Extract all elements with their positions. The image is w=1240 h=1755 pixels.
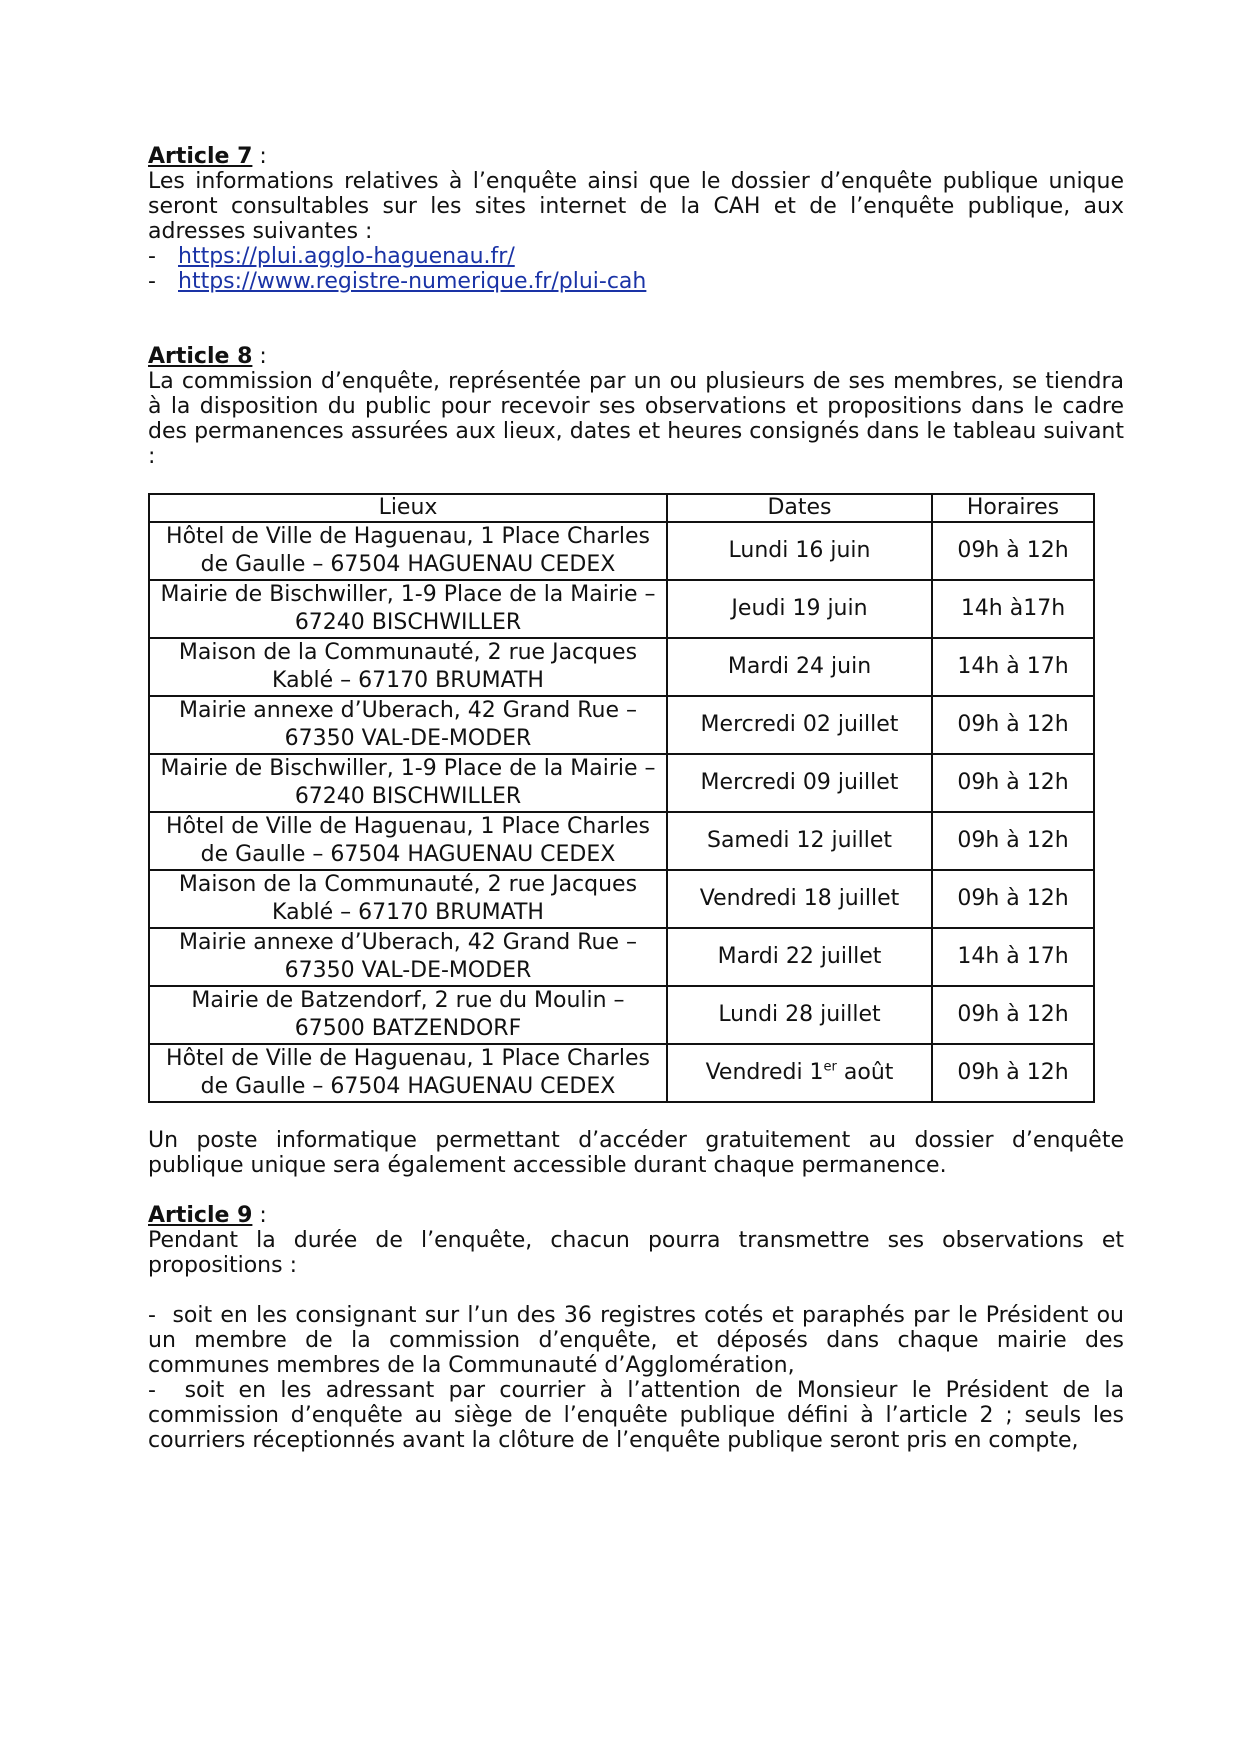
- cell-horaire: 14h à 17h: [932, 928, 1094, 986]
- cell-date: [667, 928, 932, 986]
- cell-lieu: Mairie annexe d’Uberach, 42 Grand Rue – 67350 VAL-DE-MODER: [149, 928, 667, 986]
- cell-lieu: Hôtel de Ville de Haguenau, 1 Place Charles de Gaulle – 67504 HAGUENAU CEDEX: [149, 1044, 667, 1102]
- permanences-table: [148, 493, 1095, 1103]
- header-dates: Dates: [667, 494, 932, 522]
- table-row: [149, 638, 1094, 696]
- document-page: [148, 144, 1124, 1453]
- link-row: [148, 244, 1124, 269]
- date-text: Vendredi 18 juillet: [699, 886, 900, 911]
- date-text: Samedi 12 juillet: [706, 828, 893, 853]
- table-row: [149, 522, 1094, 580]
- list-dash: -: [148, 269, 156, 294]
- article-8-title: Article 8: [148, 344, 253, 369]
- table-header-row: [149, 494, 1094, 522]
- link-row: [148, 269, 1124, 294]
- cell-horaire: 14h à17h: [932, 580, 1094, 638]
- date-text: Mercredi 09 juillet: [700, 770, 899, 795]
- list-dash: -: [148, 1378, 156, 1403]
- cell-lieu: Maison de la Communauté, 2 rue Jacques Kablé – 67170 BRUMATH: [149, 638, 667, 696]
- table-row: [149, 580, 1094, 638]
- article-9-title: Article 9: [148, 1203, 253, 1228]
- cell-date: [667, 522, 932, 580]
- cell-date: [667, 696, 932, 754]
- article-9-colon: :: [252, 1203, 267, 1228]
- date-text: Mardi 22 juillet: [717, 944, 882, 969]
- table-row: [149, 696, 1094, 754]
- cell-date: [667, 812, 932, 870]
- cell-horaire: 09h à 12h: [932, 696, 1094, 754]
- cell-lieu: Mairie de Bischwiller, 1-9 Place de la Mairie – 67240 BISCHWILLER: [149, 754, 667, 812]
- table-row: [149, 812, 1094, 870]
- article-7-links: [148, 244, 1124, 294]
- cell-lieu: Mairie de Bischwiller, 1-9 Place de la Mairie – 67240 BISCHWILLER: [149, 580, 667, 638]
- cell-lieu: Mairie de Batzendorf, 2 rue du Moulin – 67500 BATZENDORF: [149, 986, 667, 1044]
- table-row: [149, 1044, 1094, 1102]
- list-dash: -: [148, 244, 156, 269]
- article-9-heading: [148, 1203, 1124, 1228]
- date-text: Vendredi 1: [705, 1060, 824, 1085]
- article-8-colon: :: [252, 344, 267, 369]
- header-horaires: Horaires: [932, 494, 1094, 522]
- bullet-text: soit en les consignant sur l’un des 36 registres cotés et paraphés par le Président ou un membre de la commission d’enquête, et déposés dans chaque mairie des communes membres de la Communauté d’Agglomération,: [148, 1303, 1124, 1378]
- article-8-text: La commission d’enquête, représentée par un ou plusieurs de ses membres, se tiendra à la disposition du public pour recevoir ses observations et propositions dans le cadre des permanences assurées aux lieux, dates et heures consignés dans le tableau suivant :: [148, 369, 1124, 469]
- cell-horaire: 14h à 17h: [932, 638, 1094, 696]
- bullet-text: soit en les adressant par courrier à l’attention de Monsieur le Président de la commission d’enquête au siège de l’enquête publique défini à l’article 2 ; seuls les courriers réceptionnés avant la clôture de l’enquête publique seront pris en compte,: [148, 1378, 1124, 1453]
- cell-horaire: 09h à 12h: [932, 986, 1094, 1044]
- cell-date: [667, 870, 932, 928]
- cell-lieu: Hôtel de Ville de Haguenau, 1 Place Charles de Gaulle – 67504 HAGUENAU CEDEX: [149, 522, 667, 580]
- article-7-colon: :: [252, 144, 267, 169]
- table-body: [149, 522, 1094, 1102]
- cell-date: [667, 638, 932, 696]
- header-lieux: Lieux: [149, 494, 667, 522]
- article-9-text: Pendant la durée de l’enquête, chacun pourra transmettre ses observations et propositions :: [148, 1228, 1124, 1278]
- article-8-heading: [148, 344, 1124, 369]
- cell-date: [667, 986, 932, 1044]
- article-7-text: Les informations relatives à l’enquête ainsi que le dossier d’enquête publique unique seront consultables sur les sites internet de la CAH et de l’enquête publique, aux adresses suivantes :: [148, 169, 1124, 244]
- date-superscript: er: [823, 1059, 837, 1075]
- cell-lieu: Maison de la Communauté, 2 rue Jacques Kablé – 67170 BRUMATH: [149, 870, 667, 928]
- cell-horaire: 09h à 12h: [932, 522, 1094, 580]
- table-row: [149, 870, 1094, 928]
- list-dash: -: [148, 1303, 156, 1328]
- date-text: Lundi 28 juillet: [718, 1002, 881, 1027]
- article-8-after-text: Un poste informatique permettant d’accéder gratuitement au dossier d’enquête publique unique sera également accessible durant chaque permanence.: [148, 1128, 1124, 1178]
- list-item: [148, 1303, 1124, 1378]
- date-text: Jeudi 19 juin: [731, 596, 868, 621]
- table-row: [149, 754, 1094, 812]
- link-plui-agglo-haguenau[interactable]: https://plui.agglo-haguenau.fr/: [178, 244, 515, 269]
- list-item: [148, 1378, 1124, 1453]
- article-9-bullets: [148, 1303, 1124, 1453]
- article-7-title: Article 7: [148, 144, 253, 169]
- date-text: Mardi 24 juin: [727, 654, 872, 679]
- cell-lieu: Mairie annexe d’Uberach, 42 Grand Rue – 67350 VAL-DE-MODER: [149, 696, 667, 754]
- date-suffix: août: [836, 1060, 894, 1085]
- date-text: Mercredi 02 juillet: [700, 712, 899, 737]
- cell-horaire: 09h à 12h: [932, 754, 1094, 812]
- cell-horaire: 09h à 12h: [932, 870, 1094, 928]
- cell-date: [667, 580, 932, 638]
- cell-horaire: 09h à 12h: [932, 1044, 1094, 1102]
- article-7-heading: [148, 144, 1124, 169]
- link-registre-numerique[interactable]: https://www.registre-numerique.fr/plui-cah: [178, 269, 647, 294]
- cell-horaire: 09h à 12h: [932, 812, 1094, 870]
- cell-date: [667, 754, 932, 812]
- date-text: Lundi 16 juin: [728, 538, 871, 563]
- cell-lieu: Hôtel de Ville de Haguenau, 1 Place Charles de Gaulle – 67504 HAGUENAU CEDEX: [149, 812, 667, 870]
- table-row: [149, 928, 1094, 986]
- cell-date: [667, 1044, 932, 1102]
- table-row: [149, 986, 1094, 1044]
